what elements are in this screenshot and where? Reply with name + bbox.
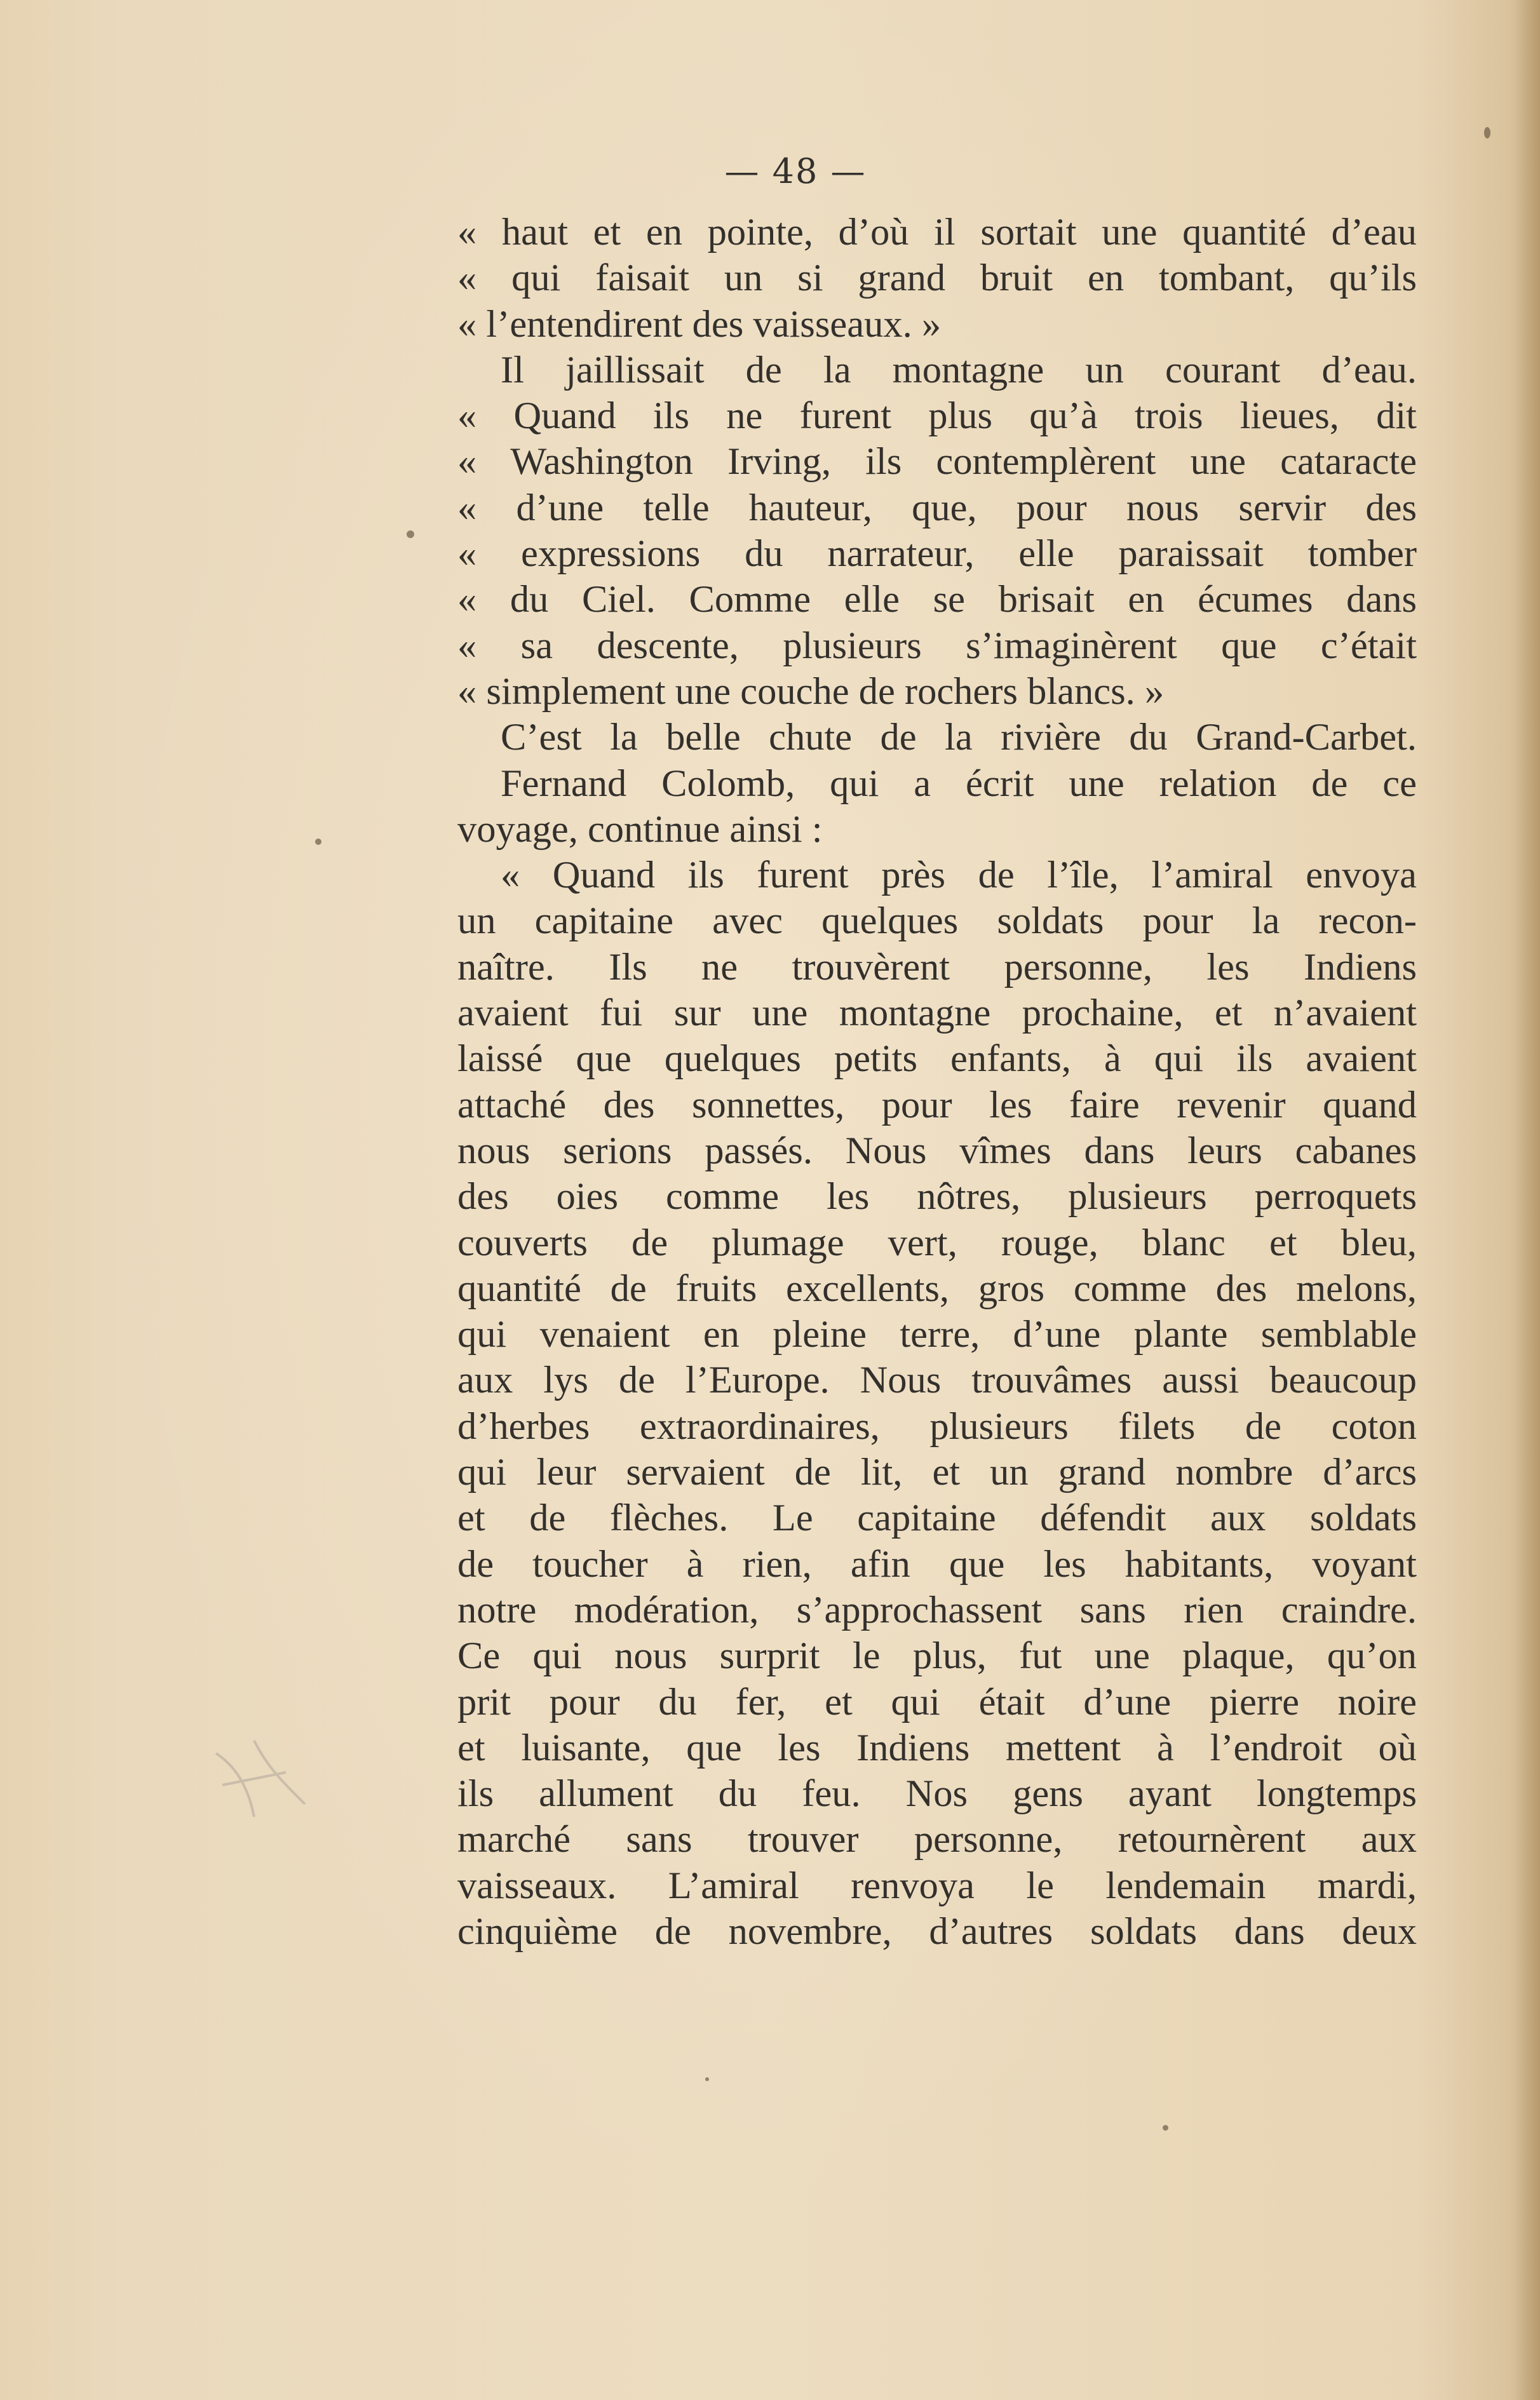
text-line: Il jaillissait de la montagne un courant d’eau.	[501, 348, 1417, 391]
body-text	[457, 210, 1417, 1955]
text-line: ils allument du feu. Nos gens ayant longtemps	[457, 1772, 1417, 1816]
ink-speck	[705, 2077, 709, 2081]
text-line: « expressions du narrateur, elle paraissait tomber	[457, 532, 1417, 576]
text-line: Fernand Colomb, qui a écrit une relation de ce	[501, 762, 1417, 805]
text-line: un capitaine avec quelques soldats pour la recon-	[457, 900, 1417, 943]
text-line: cinquième de novembre, d’autres soldats dans deux	[457, 1910, 1417, 1953]
text-line: quantité de fruits excellents, gros comme des melons,	[457, 1267, 1417, 1310]
text-line: C’est la belle chute de la rivière du Grand-Carbet.	[501, 716, 1417, 759]
ink-speck	[315, 839, 321, 845]
text-line: « qui faisait un si grand bruit en tombant, qu’ils	[457, 257, 1417, 300]
text-line: couverts de plumage vert, rouge, blanc et bleu,	[457, 1221, 1417, 1264]
text-line: d’herbes extraordinaires, plusieurs filets de coton	[457, 1405, 1417, 1448]
text-line: attaché des sonnettes, pour les faire revenir quand	[457, 1083, 1417, 1126]
text-line: nous serions passés. Nous vîmes dans leurs cabanes	[457, 1129, 1417, 1172]
ink-speck	[407, 530, 414, 538]
text-line: aux lys de l’Europe. Nous trouvâmes aussi beaucoup	[457, 1359, 1417, 1402]
text-line: qui venaient en pleine terre, d’une plante semblable	[457, 1313, 1417, 1356]
text-line: voyage, continue ainsi :	[457, 807, 823, 851]
text-line: des oies comme les nôtres, plusieurs perroquets	[457, 1175, 1417, 1218]
text-line: qui leur servaient de lit, et un grand nombre d’arcs	[457, 1451, 1417, 1494]
text-line: de toucher à rien, afin que les habitants, voyant	[457, 1542, 1417, 1586]
ink-speck	[1484, 127, 1490, 138]
text-line: « Quand ils furent près de l’île, l’amiral envoya	[501, 854, 1417, 897]
text-line: avaient fui sur une montagne prochaine, et n’avaient	[457, 992, 1417, 1035]
text-line: « du Ciel. Comme elle se brisait en écumes dans	[457, 578, 1417, 621]
text-line: et de flèches. Le capitaine défendit aux soldats	[457, 1497, 1417, 1540]
text-line: marché sans trouver personne, retournèrent aux	[457, 1818, 1417, 1861]
text-line: « sa descente, plusieurs s’imaginèrent que c’était	[457, 624, 1417, 667]
pencil-mark	[210, 1728, 318, 1830]
page-number: — 48 —	[724, 151, 867, 191]
text-line: et luisante, que les Indiens mettent à l’endroit où	[457, 1726, 1417, 1769]
ink-speck	[1163, 2125, 1168, 2131]
text-line: vaisseaux. L’amiral renvoya le lendemain mardi,	[457, 1864, 1417, 1907]
text-line: prit pour du fer, et qui était d’une pierre noire	[457, 1680, 1417, 1723]
text-line: « d’une telle hauteur, que, pour nous servir des	[457, 486, 1417, 529]
text-line: Ce qui nous surprit le plus, fut une plaque, qu’on	[457, 1635, 1417, 1678]
text-line: « haut et en pointe, d’où il sortait une quantité d’eau	[457, 211, 1417, 253]
text-line: « Quand ils ne furent plus qu’à trois lieues, dit	[457, 394, 1417, 438]
text-line: « Washington Irving, ils contemplèrent une cataracte	[457, 440, 1417, 483]
page-edge-shadow	[1515, 0, 1540, 2400]
text-line: « simplement une couche de rochers blancs. »	[457, 670, 1165, 713]
text-line: laissé que quelques petits enfants, à qui ils avaient	[457, 1037, 1417, 1081]
text-line: notre modération, s’approchassent sans rien craindre.	[457, 1588, 1417, 1631]
text-line: « l’entendirent des vaisseaux. »	[457, 302, 942, 346]
text-line: naître. Ils ne trouvèrent personne, les Indiens	[457, 945, 1417, 988]
